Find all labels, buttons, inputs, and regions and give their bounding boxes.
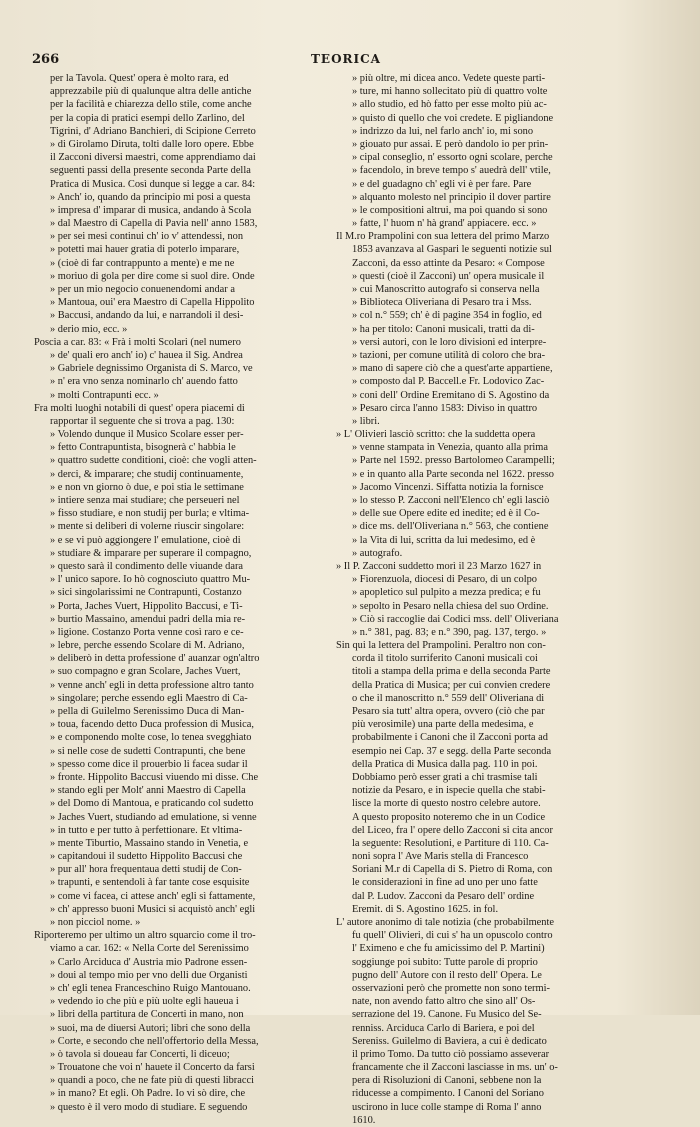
text-line: » suo compagno e gran Scolare, Jaches Vuert, — [50, 666, 241, 678]
text-line: » n.° 381, pag. 83; e n.° 390, pag. 137, tergo. » — [352, 626, 547, 638]
text-line: » vedendo io che più e più uolte egli haueua i — [50, 996, 239, 1008]
text-line: » Fiorenzuola, diocesi di Pesaro, di un colpo — [352, 574, 537, 586]
text-line: » toua, facendo detto Duca profession di Musica, — [50, 719, 255, 731]
text-line: Pesaro sia tutt' altra opera, ovvero (ciò che par — [352, 706, 545, 717]
page-number: 266 — [32, 52, 60, 67]
text-line: » l' unico sapore. Io hò cognosciuto quattro Mu- — [50, 574, 251, 586]
text-line: » indrizzo da lui, nel farlo anch' io, mi sono — [352, 125, 534, 137]
text-line: » ch' egli tenea Franceschino Ruigo Mantouano. — [50, 982, 251, 994]
text-line: probabilmente i Canoni che il Zacconi porta ad — [352, 732, 548, 744]
text-line: della Pratica di Musica; per cui convien credere — [352, 679, 551, 691]
text-line: » mente Tiburtio, Massaino stando in Venetia, e — [50, 837, 249, 849]
text-line: » studiare & imparare per superare il compagno, — [50, 547, 252, 559]
text-line: » fisso studiare, e non studij per burla; e vltima- — [50, 508, 250, 520]
text-line: » mano di sapere ciò che a quest'arte appartiene, — [352, 363, 553, 375]
text-line: » libri. — [352, 415, 380, 427]
text-line: » ch' appresso buoni Musici si acquistò anch' egli — [50, 903, 256, 915]
text-line: uscirono in luce colle stampe di Roma l' anno — [352, 1101, 542, 1113]
text-line: » n' era vno senza nominarlo ch' auendo fatto — [50, 376, 238, 388]
text-line: » dice ms. dell'Oliveriana n.° 563, che contiene — [352, 521, 549, 533]
text-line: » intiere senza mai studiare; che perseueri nel — [50, 495, 240, 506]
text-line: lisce la morte di questo nostro celebre autore. — [352, 798, 541, 810]
text-line: » allo studio, ed hò fatto per esse molto più ac- — [352, 99, 547, 111]
text-line: o che il manoscritto n.° 559 dell' Oliveriana di — [352, 692, 545, 704]
text-line: nate, non avendo fatto altro che sino all' Os- — [352, 996, 536, 1008]
text-line: riducesse a compimento. I Canoni del Soriano — [352, 1088, 544, 1100]
text-line: » composto dal P. Baccell.e Fr. Lodovico Zac- — [352, 376, 545, 388]
text-line: le considerazioni in fine ad uno per uno fatte — [352, 877, 538, 889]
text-line: Sereniss. Guilelmo di Baviera, a cui è dedicato — [352, 1035, 547, 1047]
text-line: francamente che il Zacconi lasciasse in ms. un' o- — [352, 1062, 558, 1074]
text-line: » Corte, e secondo che nell'offertorio della Messa, — [50, 1035, 259, 1047]
text-line: » quandi a poco, che ne fate più di questi libracci — [50, 1075, 254, 1087]
text-line: » Biblioteca Oliveriana di Pesaro tra i Mss. — [352, 297, 532, 309]
text-line: » Baccusi, andando da lui, e narrandoli il desi- — [50, 310, 244, 322]
text-line: » potetti mai hauer gratia di poterlo imparare, — [50, 244, 240, 256]
text-line: » de' quali ero anch' io) c' hauea il Sig. Andrea — [50, 349, 243, 361]
text-line: » trapunti, e sentendoli à far tante cose esquisite — [50, 877, 250, 889]
text-line: » ture, mi hanno sollecitato più di quattro volte — [352, 86, 548, 98]
text-line: » la Vita di lui, scritta da lui medesimo, ed è — [352, 534, 536, 546]
text-line: Dobbiamo però esser grati a chi trasmise tali — [352, 771, 538, 783]
text-line: » apopletico sul pulpito a mezza predica; e fu — [352, 587, 541, 599]
text-line: dal P. Ludov. Zacconi da Pesaro dell' ordine — [352, 890, 535, 902]
text-line: » le compositioni altrui, ma poi quando si sono — [352, 204, 548, 216]
text-line: » Volendo dunque il Musico Scolare esser per- — [50, 429, 244, 441]
left-column — [34, 72, 330, 1114]
text-line: seguenti passi della presente seconda Parte della — [50, 165, 251, 177]
text-line: Soriani M.r di Capella di S. Pietro di Roma, con — [352, 864, 553, 876]
text-line: » lo stesso P. Zacconi nell'Elenco ch' egli lasciò — [352, 495, 550, 506]
text-line: per la Tavola. Quest' opera è molto rara, ed — [50, 73, 229, 84]
text-line: » quisto di quello che voi credete. E pigliandone — [352, 112, 554, 124]
text-line: » Parte nel 1592. presso Bartolomeo Carampelli; — [352, 455, 555, 467]
text-line: » ligione. Costanzo Porta venne così raro e ce- — [50, 626, 244, 638]
text-line: apprezzabile più di qualunque altra delle antiche — [50, 86, 252, 98]
text-line: renniss. Arciduca Carlo di Bariera, e poi del — [352, 1022, 535, 1034]
text-line: l' Eximeno e che fu amicissimo del P. Martini) — [352, 943, 545, 955]
text-line: » capitandoui il sudetto Hippolito Baccusi che — [50, 851, 243, 863]
text-line: » stando egli per Molt' anni Maestro di Capella — [50, 785, 246, 797]
text-line: » per sei mesi continui ch' io v' attendessi, non — [50, 231, 244, 243]
text-line: soggiunge poi subito: Tutte parole di proprio — [352, 956, 538, 968]
text-line: » venne anch' egli in detta professione altro tanto — [50, 679, 254, 691]
text-line: » versi autori, con le loro divisioni ed interpre- — [352, 336, 547, 348]
text-line: » Anch' io, quando da principio mi posi a questa — [50, 191, 251, 203]
page-header — [32, 52, 660, 68]
text-line: viamo a car. 162: « Nella Corte del Serenissimo — [50, 943, 249, 955]
text-line: Pratica di Musica. Così dunque si legge a car. 84: — [50, 178, 256, 190]
text-line: Tigrini, d' Adriano Banchieri, di Scipione Cerreto — [50, 125, 256, 137]
text-line: 1610. — [352, 1114, 376, 1126]
text-line: » Trouatone che voi n' hauete il Concerto da farsi — [50, 1062, 255, 1074]
text-line: » Mantoua, oui' era Maestro di Capella Hippolito — [50, 297, 255, 309]
text-line: » libri della partitura de Concerti in mano, non — [50, 1009, 244, 1021]
text-line: » non picciol nome. » — [50, 917, 141, 928]
text-line: L' autore anonimo di tale notizia (che probabilmente — [336, 917, 554, 928]
text-line: » in mano? Et egli. Oh Padre. Io vi sò dire, che — [50, 1088, 246, 1100]
text-line: » venne stampata in Venezia, quanto alla prima — [352, 442, 549, 454]
text-line: » Jacomo Vincenzi. Siffatta notizia la fornisce — [352, 481, 544, 493]
text-line: Zacconi, da esso attinte da Pesaro: « Compose — [352, 257, 545, 269]
text-line: » Jaches Vuert, studiando ad emulatione, si venne — [50, 811, 257, 823]
text-line: fu quell' Olivieri, di cui s' ha un opuscolo contro — [352, 930, 553, 942]
text-line: » deliberò in detta professione d' auanzar ogn'altro — [50, 653, 260, 665]
text-line: » si nelle cose de sudetti Contrapunti, che bene — [50, 745, 246, 757]
text-line: Poscia a car. 83: « Frà i molti Scolari (nel numero — [34, 336, 241, 348]
text-line: » pur all' hora frequentaua detti studij de Con- — [50, 864, 242, 876]
text-line: » autografo. — [352, 547, 403, 559]
text-line: » (cioè di far contrappunto a mente) e me ne — [50, 257, 235, 269]
text-line: » in tutto e per tutto à perfettionare. Et vltima- — [50, 824, 243, 836]
text-line: » Gabriele degnissimo Organista di S. Marco, ve — [50, 363, 253, 375]
text-line: » derio mio, ecc. » — [50, 323, 128, 335]
text-line: 1853 avanzava al Gaspari le seguenti notizie sul — [352, 244, 552, 256]
text-line: Il M.ro Prampolini con sua lettera del primo Marzo — [336, 231, 550, 243]
text-line: » mente si deliberi di volerne riuscir singolare: — [50, 521, 245, 533]
right-column — [336, 72, 636, 1127]
text-line: Sin qui la lettera del Prampolini. Peraltro non con- — [336, 640, 546, 652]
text-line: più verosimile) una parte della medesima, e — [352, 719, 534, 731]
text-line: corda il titolo surriferito Canoni musicali coi — [352, 653, 538, 665]
text-line: » Ciò si raccoglie dai Codici mss. dell' Oliveriana — [352, 613, 559, 625]
text-line: » alquanto molesto nel principio il dover partire — [352, 191, 551, 203]
text-line: » delle sue Opere edite ed inedite; ed è il Co- — [352, 508, 540, 520]
text-line: A questo proposito noteremo che in un Codice — [352, 811, 546, 823]
text-line: » questo sarà il condimento delle viuande dara — [50, 560, 244, 572]
text-line: » ha per titolo: Canoni musicali, tratti da di- — [352, 323, 535, 335]
text-line: » lebre, perche essendo Scolare di M. Adriano, — [50, 640, 245, 652]
text-line: » col n.° 559; ch' è di pagine 354 in foglio, ed — [352, 310, 542, 322]
text-line: pera di Risoluzioni di Canoni, sebbene non la — [352, 1075, 542, 1087]
text-line: rapportar il seguente che si trova a pag. 130: — [50, 415, 235, 427]
text-line: » doui al tempo mio per vno delli due Organisti — [50, 969, 248, 981]
text-line: » facendolo, in breve tempo s' auedrà dell' vtile, — [352, 165, 551, 177]
text-line: » cui Manoscritto autografo si conserva nella — [352, 284, 540, 295]
text-line: » sepolto in Pesaro nella chiesa del suo Ordine. — [352, 600, 549, 612]
text-line: » quattro sudette conditioni, cioè: che vogli atten- — [50, 455, 257, 467]
text-line: » suoi, ma de diuersi Autori; libri che sono della — [50, 1022, 251, 1034]
text-line: » ò tavola si doueau far Concerti, li diceuo; — [50, 1048, 230, 1060]
text-line: » giouato pur assai. E però dandolo io per prin- — [352, 138, 549, 150]
text-line: » impresa d' imparar di musica, andando à Scola — [50, 204, 252, 216]
text-line: » dal Maestro di Capella di Pavia nell' anno 1583, — [50, 218, 258, 230]
text-line: osservazioni però che promette non sono termi- — [352, 982, 550, 994]
text-line: titoli a stampa della prima e della seconda Parte — [352, 666, 551, 678]
text-line: » fatte, l' huom n' hà grand' appiacere. ecc. » — [352, 218, 537, 230]
text-line: esempio nei Cap. 37 e segg. della Parte seconda — [352, 745, 552, 757]
text-line: Fra molti luoghi notabili di quest' opera piacemi di — [34, 402, 245, 414]
text-line: » pella di Guilelmo Serenissimo Duca di Man- — [50, 706, 245, 717]
text-line: per la copia di pratici esempi dello Zarlino, del — [50, 112, 245, 124]
text-line: serrazione del 19. Canone. Fu Musico del Se- — [352, 1009, 542, 1021]
text-line: » e non vn giorno ò due, e poi stia le settimane — [50, 481, 244, 493]
text-line: » Porta, Jaches Vuert, Hippolito Baccusi, e Ti- — [50, 600, 243, 612]
text-line: » questi (cioè il Zacconi) un' opera musicale il — [352, 270, 545, 282]
text-line: » spesso come dice il prouerbio li facea sudar il — [50, 758, 248, 770]
text-line: il primo Tomo. Da tutto ciò possiamo asseverar — [352, 1048, 550, 1060]
text-line: Riporteremo per ultimo un altro squarcio come il tro- — [34, 930, 256, 942]
text-line: » e del guadagno ch' egli vi è per fare. Pare — [352, 178, 532, 190]
text-line: » di Girolamo Diruta, tolti dalle loro opere. Ebbe — [50, 138, 254, 150]
text-line: » questo è il vero modo di studiare. E seguendo — [50, 1101, 248, 1113]
text-line: » coni dell' Ordine Eremitano di S. Agostino da — [352, 389, 550, 401]
text-line: » e componendo molte cose, lo tenea svegghiato — [50, 732, 252, 744]
text-line: » L' Olivieri lasciò scritto: che la suddetta opera — [336, 429, 536, 441]
text-line: il Zacconi diversi maestri, come apprendiamo dai — [50, 152, 256, 164]
text-line: » cipal conseglio, n' essorto ogni scolare, perche — [352, 152, 553, 164]
text-line: » Carlo Arciduca d' Austria mio Padrone essen- — [50, 956, 248, 968]
text-line: Eremit. di S. Agostino 1625. in fol. — [352, 903, 499, 915]
text-line: » burtio Massaino, amendui padri della mia re- — [50, 613, 246, 625]
text-line: » tazioni, per comune utilità di coloro che bra- — [352, 349, 546, 361]
text-line: noni sopra l' Ave Maris stella di Francesco — [352, 851, 529, 863]
text-line: » Pesaro circa l'anno 1583: Diviso in quattro — [352, 402, 538, 414]
text-line: » come vi facea, ci attese anch' egli sì fattamente, — [50, 890, 256, 902]
text-line: della Pratica di Musica dalla pag. 110 in poi. — [352, 758, 538, 770]
text-line: » per un mio negocio conuenendomi andar a — [50, 284, 235, 295]
text-line: » molti Contrapunti ecc. » — [50, 389, 159, 401]
text-line: pugno dell' Autore con il resto dell' Opera. Le — [352, 969, 542, 981]
text-line: » fronte. Hippolito Baccusi viuendo mi disse. Che — [50, 771, 259, 783]
text-line: » singolare; perche essendo egli Maestro di Ca- — [50, 692, 248, 704]
text-line: la seguente: Resolutioni, e Partiture di 110. Ca- — [352, 837, 549, 849]
text-line: » e in quanto alla Parte seconda nel 1622. presso — [352, 468, 554, 480]
text-line: » sici singolarissimi ne Contrapunti, Costanzo — [50, 587, 242, 599]
text-line: » Il P. Zacconi suddetto morì il 23 Marzo 1627 in — [336, 560, 542, 572]
running-head: TEORICA — [311, 52, 381, 66]
text-line: » derci, & imparare; che studij continuamente, — [50, 468, 244, 480]
text-line: » del Domo di Mantoua, e praticando col sudetto — [50, 798, 254, 810]
text-line: del Liceo, fra l' opere dello Zacconi si cita ancor — [352, 824, 553, 836]
text-line: » fetto Contrapuntista, bisognerà c' habbia le — [50, 442, 236, 454]
text-line: per la facilità e chiarezza dello stile, come anche — [50, 99, 252, 111]
text-line: » moriuo di gola per dire come si suol dire. Onde — [50, 270, 255, 282]
text-line: notizie da Pesaro, e in ispecie quella che stabi- — [352, 785, 546, 797]
text-line: » e se vi può aggiongere l' emulatione, cioè di — [50, 534, 241, 546]
text-line: » più oltre, mi dicea anco. Vedete queste parti- — [352, 73, 546, 84]
